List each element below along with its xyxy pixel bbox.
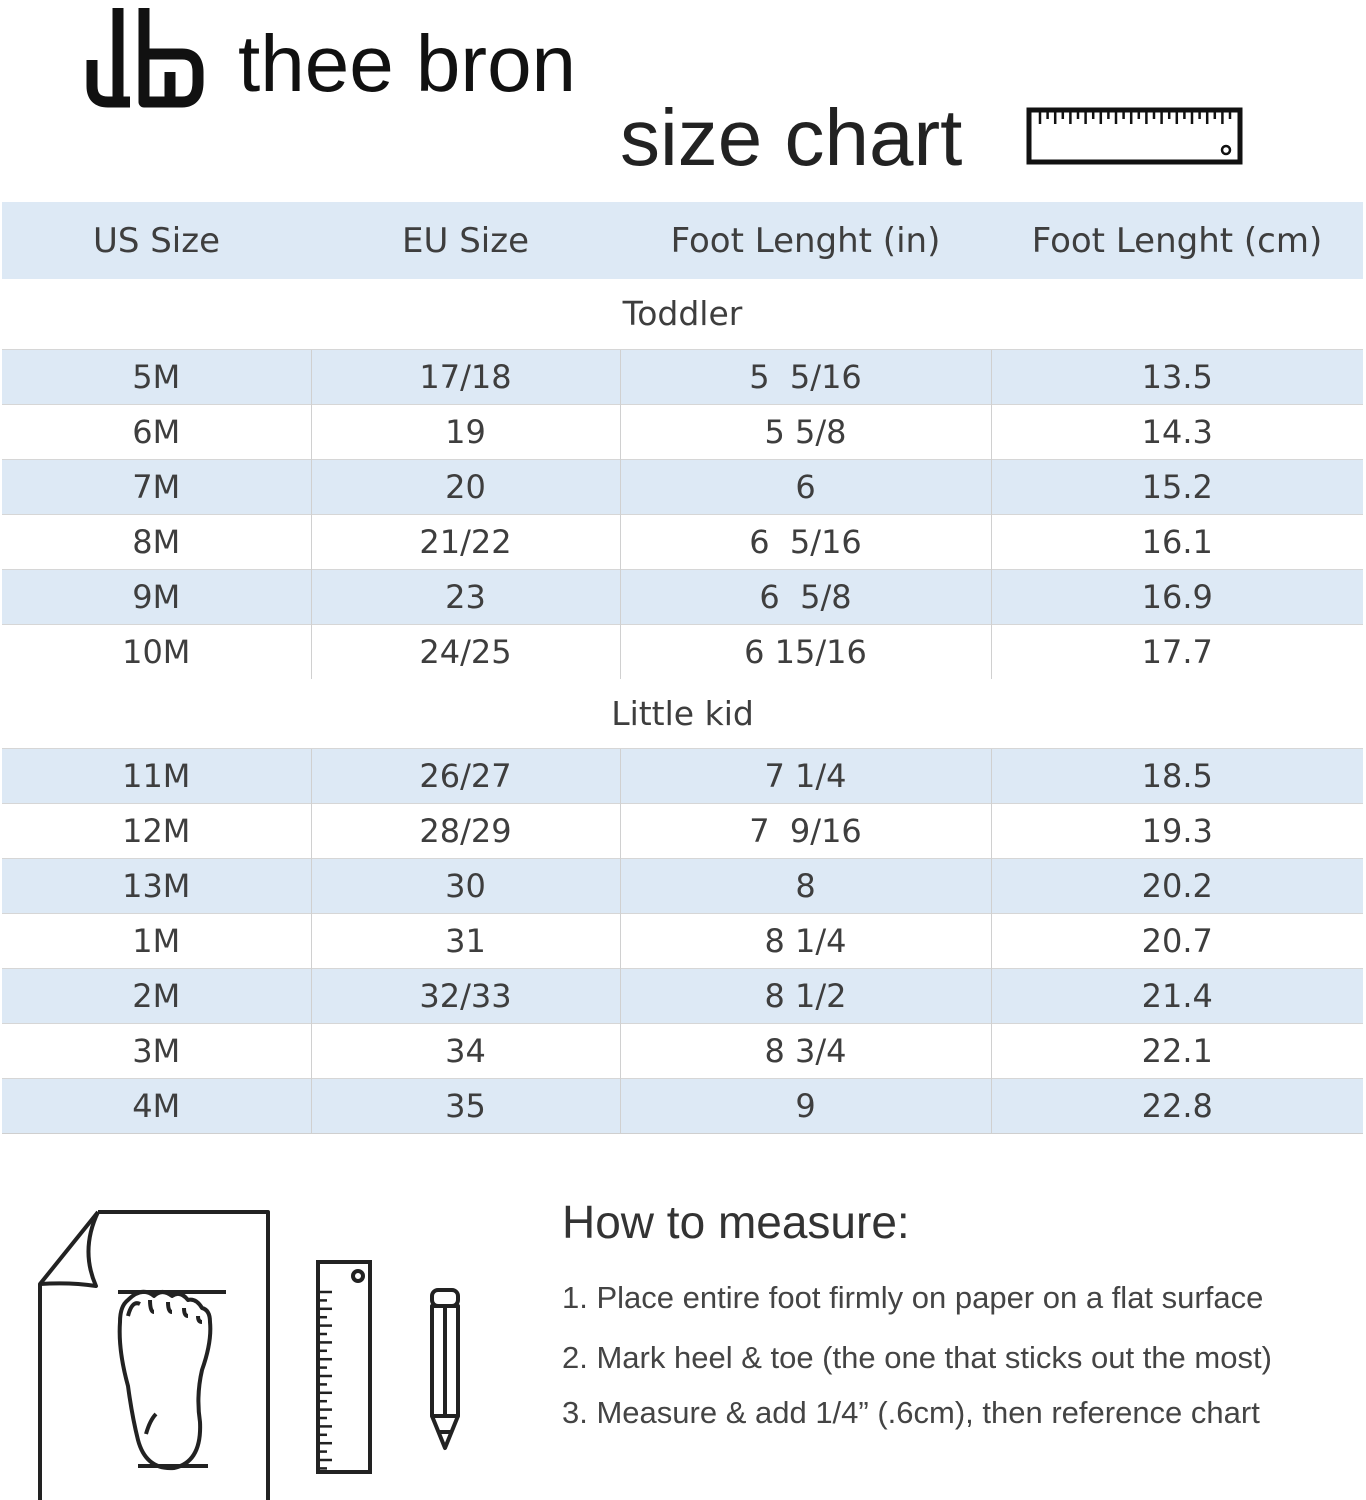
eu-size-cell: 19 <box>311 404 620 459</box>
foot-length-cm-cell: 16.9 <box>991 569 1363 624</box>
foot-length-in-cell: 8 1/2 <box>620 968 991 1023</box>
foot-length-in-cell: 7 1/4 <box>620 748 991 803</box>
foot-length-in-cell: 6 5/16 <box>620 514 991 569</box>
table-row <box>2 459 1363 514</box>
foot-length-cm-cell: 15.2 <box>991 459 1363 514</box>
foot-length-cm-cell: 19.3 <box>991 803 1363 858</box>
us-size-cell: 6M <box>2 404 311 459</box>
foot-length-cm-cell: 17.7 <box>991 624 1363 679</box>
measure-illustration <box>30 1200 490 1500</box>
table-row <box>2 913 1363 968</box>
eu-size-cell: 26/27 <box>311 748 620 803</box>
foot-length-cm-cell: 22.1 <box>991 1023 1363 1078</box>
table-row <box>2 1078 1363 1133</box>
table-row <box>2 624 1363 679</box>
table-row <box>2 858 1363 913</box>
us-size-cell: 2M <box>2 968 311 1023</box>
us-size-cell: 7M <box>2 459 311 514</box>
foot-length-cm-cell: 20.7 <box>991 913 1363 968</box>
howto-step-3: 3. Measure & add 1/4” (.6cm), then reference chart <box>562 1395 1260 1430</box>
foot-length-cm-cell: 16.1 <box>991 514 1363 569</box>
size-table <box>2 202 1363 1134</box>
foot-length-in-cell: 8 1/4 <box>620 913 991 968</box>
us-size-cell: 8M <box>2 514 311 569</box>
eu-size-cell: 23 <box>311 569 620 624</box>
table-row <box>2 349 1363 404</box>
us-size-cell: 3M <box>2 1023 311 1078</box>
foot-length-in-cell: 5 5/16 <box>620 349 991 404</box>
foot-length-in-cell: 8 <box>620 858 991 913</box>
table-row <box>2 569 1363 624</box>
page-title: size chart <box>620 93 963 182</box>
ruler-icon <box>318 1262 370 1472</box>
foot-length-cm-cell: 18.5 <box>991 748 1363 803</box>
foot-length-in-cell: 6 15/16 <box>620 624 991 679</box>
header-foot-length-in: Foot Lenght (in) <box>620 202 991 279</box>
eu-size-cell: 24/25 <box>311 624 620 679</box>
ruler-icon <box>1026 106 1244 166</box>
us-size-cell: 9M <box>2 569 311 624</box>
eu-size-cell: 30 <box>311 858 620 913</box>
us-size-cell: 11M <box>2 748 311 803</box>
foot-length-cm-cell: 14.3 <box>991 404 1363 459</box>
group-label: Little kid <box>2 679 1363 748</box>
us-size-cell: 10M <box>2 624 311 679</box>
foot-length-in-cell: 5 5/8 <box>620 404 991 459</box>
foot-length-in-cell: 8 3/4 <box>620 1023 991 1078</box>
group-row <box>2 679 1363 748</box>
header-us-size: US Size <box>2 202 311 279</box>
table-row <box>2 404 1363 459</box>
header-eu-size: EU Size <box>311 202 620 279</box>
eu-size-cell: 20 <box>311 459 620 514</box>
eu-size-cell: 34 <box>311 1023 620 1078</box>
eu-size-cell: 17/18 <box>311 349 620 404</box>
tb-monogram-logo <box>86 2 206 112</box>
howto-title: How to measure: <box>562 1196 910 1248</box>
brand-name: thee bron <box>238 19 577 108</box>
us-size-cell: 4M <box>2 1078 311 1133</box>
paper-foot-icon <box>40 1212 268 1500</box>
us-size-cell: 12M <box>2 803 311 858</box>
eu-size-cell: 31 <box>311 913 620 968</box>
eu-size-cell: 32/33 <box>311 968 620 1023</box>
table-header-row <box>2 202 1363 279</box>
table-row <box>2 748 1363 803</box>
foot-length-cm-cell: 20.2 <box>991 858 1363 913</box>
table-row <box>2 803 1363 858</box>
foot-length-in-cell: 9 <box>620 1078 991 1133</box>
table-row <box>2 968 1363 1023</box>
pencil-icon <box>432 1290 458 1448</box>
eu-size-cell: 35 <box>311 1078 620 1133</box>
us-size-cell: 5M <box>2 349 311 404</box>
us-size-cell: 13M <box>2 858 311 913</box>
eu-size-cell: 28/29 <box>311 803 620 858</box>
foot-length-cm-cell: 21.4 <box>991 968 1363 1023</box>
howto-step-1: 1. Place entire foot firmly on paper on a flat surface <box>562 1280 1264 1315</box>
eu-size-cell: 21/22 <box>311 514 620 569</box>
header-foot-length-cm: Foot Lenght (cm) <box>991 202 1363 279</box>
howto-step-2: 2. Mark heel & toe (the one that sticks out the most) <box>562 1340 1272 1375</box>
foot-length-cm-cell: 13.5 <box>991 349 1363 404</box>
foot-length-cm-cell: 22.8 <box>991 1078 1363 1133</box>
foot-length-in-cell: 6 <box>620 459 991 514</box>
us-size-cell: 1M <box>2 913 311 968</box>
foot-length-in-cell: 7 9/16 <box>620 803 991 858</box>
foot-length-in-cell: 6 5/8 <box>620 569 991 624</box>
group-row <box>2 279 1363 349</box>
table-row <box>2 1023 1363 1078</box>
table-row <box>2 514 1363 569</box>
group-label: Toddler <box>2 279 1363 349</box>
